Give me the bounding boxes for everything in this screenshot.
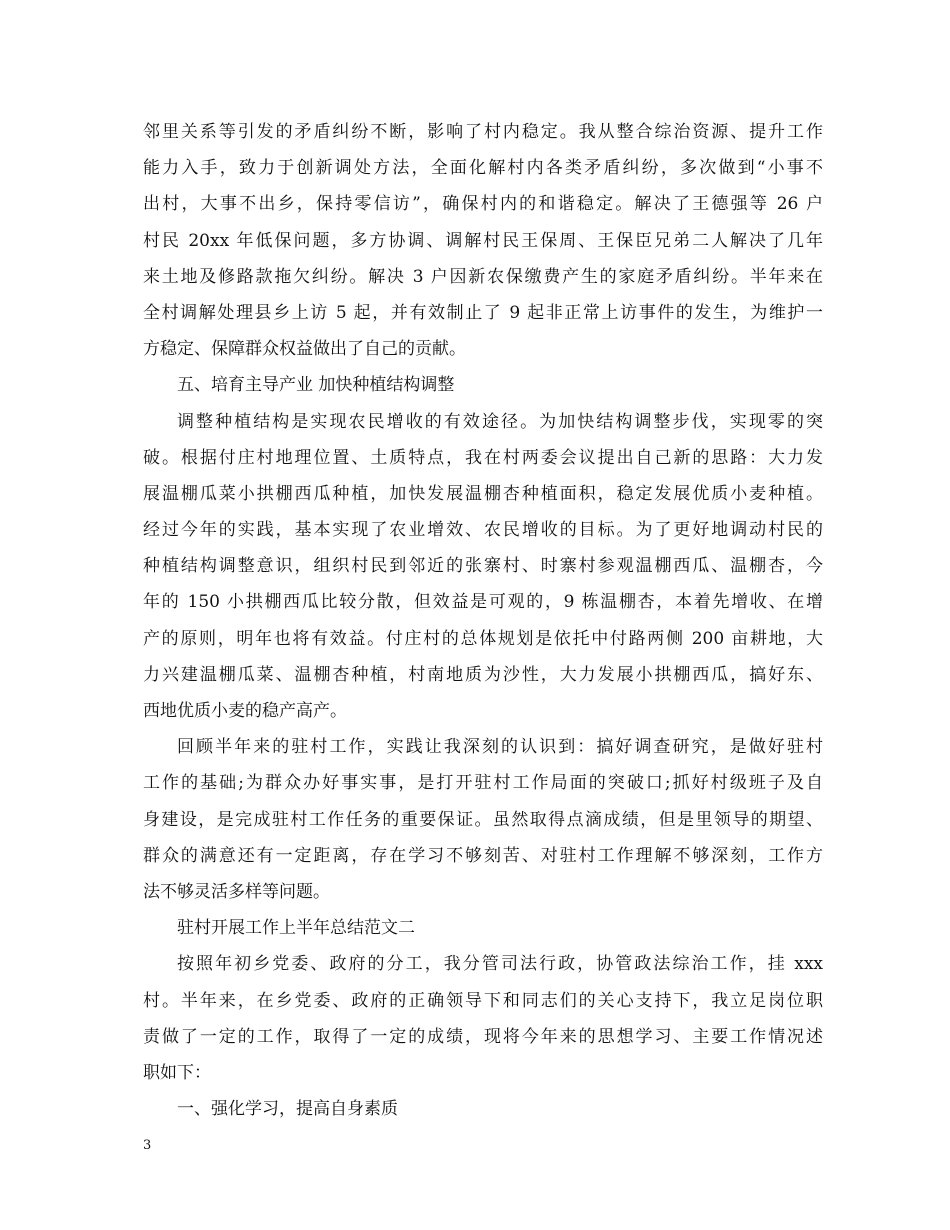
paragraph-line: 西地优质小麦的稳产高产。 — [143, 701, 347, 721]
paragraph-line: 身建设，是完成驻村工作任务的重要保证。虽然取得点滴成绩，但是里领导的期望、 — [143, 809, 823, 830]
paragraph-line: 村。半年来，在乡党委、政府的正确领导下和同志们的关心支持下，我立足岗位职 — [143, 990, 823, 1011]
paragraph-line: 群众的满意还有一定距离，存在学习不够刻苦、对驻村工作理解不够深刻，工作方 — [143, 845, 823, 866]
article-title: 驻村开展工作上半年总结范文二 — [177, 918, 415, 939]
paragraph-line: 种植结构调整意识，组织村民到邻近的张寨村、时寨村参观温棚西瓜、温棚杏，今 — [143, 556, 823, 577]
paragraph-line: 经过今年的实践，基本实现了农业增效、农民增收的目标。为了更好地调动村民的 — [143, 520, 823, 541]
section-heading: 五、培育主导产业 加快种植结构调整 — [177, 375, 455, 396]
paragraph-line: 展温棚瓜菜小拱棚西瓜种植，加快发展温棚杏种植面积，稳定发展优质小麦种植。 — [143, 483, 823, 504]
document-body — [143, 114, 823, 1127]
paragraph-line: 村民 20xx 年低保问题，多方协调、调解村民王保周、王保臣兄弟二人解决了几年 — [143, 230, 823, 251]
paragraph-line: 出村，大事不出乡，保持零信访”，确保村内的和谐稳定。解决了王德强等 26 户 — [143, 194, 823, 215]
paragraph-line: 力兴建温棚瓜菜、温棚杏种植，村南地质为沙性，大力发展小拱棚西瓜，搞好东、 — [143, 664, 823, 685]
paragraph-line: 能力入手，致力于创新调处方法，全面化解村内各类矛盾纠纷，多次做到“小事不 — [143, 158, 823, 179]
paragraph-line: 全村调解处理县乡上访 5 起，并有效制止了 9 起非正常上访事件的发生，为维护一 — [143, 302, 823, 323]
paragraph-line: 方稳定、保障群众权益做出了自己的贡献。 — [143, 339, 466, 360]
paragraph-line: 工作的基础;为群众办好事实事，是打开驻村工作局面的突破口;抓好村级班子及自 — [143, 773, 823, 794]
paragraph-line: 产的原则，明年也将有效益。付庄村的总体规划是依托中付路两侧 200 亩耕地，大 — [143, 628, 823, 649]
paragraph-line: 回顾半年来的驻村工作，实践让我深刻的认识到：搞好调查研究，是做好驻村 — [177, 737, 823, 758]
paragraph-line: 破。根据付庄村地理位置、土质特点，我在村两委会议提出自己新的思路：大力发 — [143, 447, 823, 468]
paragraph-line: 来土地及修路款拖欠纠纷。解决 3 户因新农保缴费产生的家庭矛盾纠纷。半年来在 — [143, 266, 823, 287]
paragraph-line: 邻里关系等引发的矛盾纠纷不断，影响了村内稳定。我从整合综治资源、提升工作 — [143, 122, 823, 142]
page-number: 3 — [143, 1138, 152, 1153]
paragraph-line: 责做了一定的工作，取得了一定的成绩，现将今年来的思想学习、主要工作情况述 — [143, 1026, 823, 1047]
paragraph-line: 法不够灵活多样等问题。 — [143, 881, 330, 902]
paragraph-line: 调整种植结构是实现农民增收的有效途径。为加快结构调整步伐，实现零的突 — [177, 411, 823, 432]
paragraph-line: 职如下： — [143, 1062, 211, 1083]
section-heading: 一、强化学习，提高自身素质 — [177, 1099, 398, 1120]
paragraph-line: 年的 150 小拱棚西瓜比较分散，但效益是可观的，9 栋温棚杏，本着先增收、在增 — [143, 592, 823, 613]
paragraph-line: 按照年初乡党委、政府的分工，我分管司法行政，协管政法综治工作，挂 xxx — [177, 954, 823, 975]
